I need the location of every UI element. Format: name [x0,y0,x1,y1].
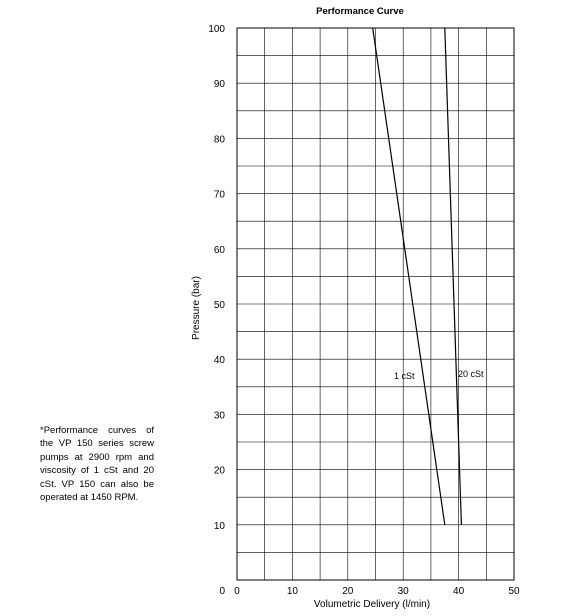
y-tick-label: 60 [213,244,225,256]
x-tick-label: 0 [234,586,240,597]
y-tick-label-origin: 0 [219,586,225,597]
y-axis-label: Pressure (bar) [191,276,202,340]
y-tick-label: 70 [213,189,225,201]
y-tick-label: 30 [213,410,225,422]
x-tick-label: 40 [453,586,465,597]
series-label-20cst: 20 cSt [458,369,484,379]
x-tick-label: 50 [508,586,520,597]
x-axis-label: Volumetric Delivery (l/min) [313,599,431,610]
y-tick-label: 10 [213,520,225,532]
y-tick-label: 90 [213,79,225,91]
x-tick-label: 10 [286,586,298,597]
y-tick-label: 50 [213,300,225,311]
footnote: *Performance curves of the VP 150 series screw pumps at 2900 rpm and viscosity of 1 cSt and 20 cSt. VP 150 can also be operated at 1450 RPM. [40,425,154,504]
y-tick-label: 40 [213,355,225,367]
y-tick-label: 20 [213,465,225,477]
chart-title: Performance Curve [316,6,404,17]
y-tick-label: 100 [208,24,225,35]
grid-layer [237,28,514,580]
series-label-1cst: 1 cSt [394,371,415,381]
x-tick-label: 20 [342,586,354,597]
y-tick-label: 80 [213,134,225,146]
x-tick-label: 30 [397,586,409,597]
